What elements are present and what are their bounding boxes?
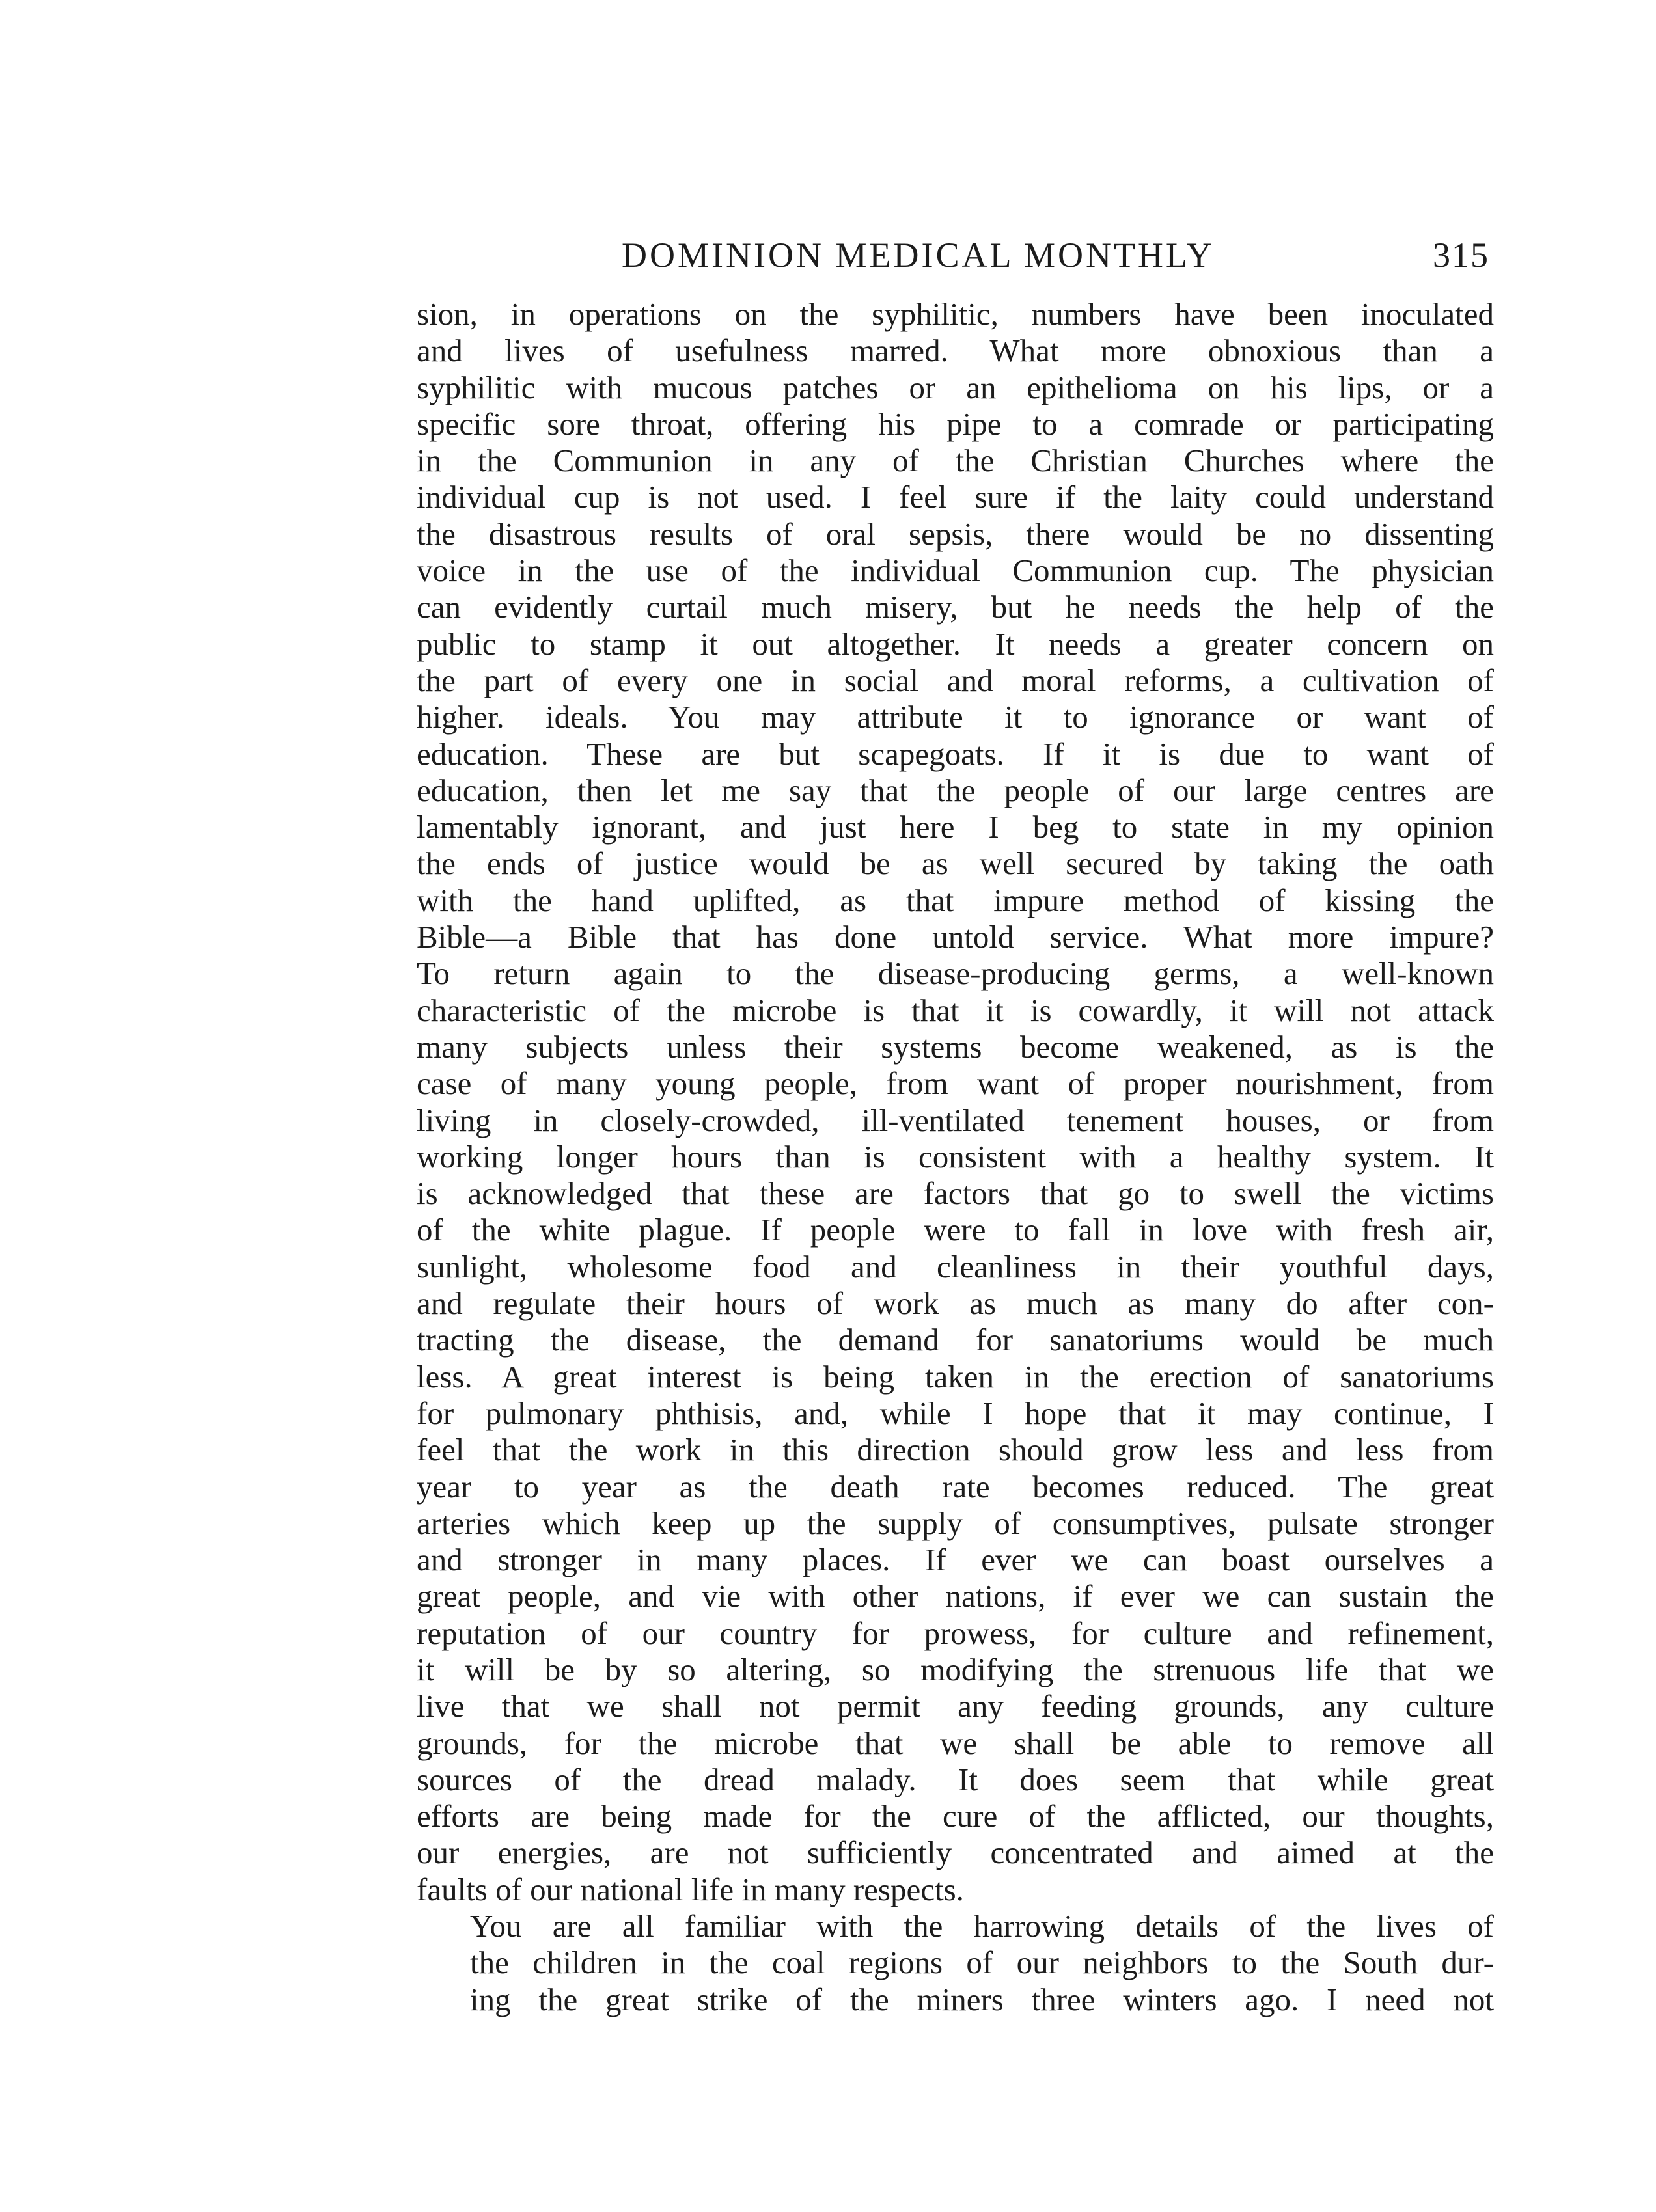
text-line: reputation of our country for prowess, for culture and refinement, xyxy=(417,1615,1494,1651)
text-line: the ends of justice would be as well secured by taking the oath xyxy=(417,845,1494,882)
text-line: sion, in operations on the syphilitic, numbers have been inoculated xyxy=(417,296,1494,332)
text-line: Bible—a Bible that has done untold service. What more impure? xyxy=(417,919,1494,955)
text-line: feel that the work in this direction should grow less and less from xyxy=(417,1432,1494,1468)
text-line: with the hand uplifted, as that impure method of kissing the xyxy=(417,882,1494,918)
text-line: can evidently curtail much misery, but he needs the help of the xyxy=(417,589,1494,625)
text-line: is acknowledged that these are factors that go to swell the victims xyxy=(417,1175,1494,1212)
text-line: individual cup is not used. I feel sure if the laity could understand xyxy=(417,479,1494,515)
text-line: live that we shall not permit any feeding grounds, any culture xyxy=(417,1688,1494,1725)
text-line: living in closely-crowded, ill-ventilated tenement houses, or from xyxy=(417,1102,1494,1138)
text-line: grounds, for the microbe that we shall be able to remove all xyxy=(417,1725,1494,1761)
text-line: arteries which keep up the supply of consumptives, pulsate stronger xyxy=(417,1505,1494,1541)
text-line: You are all familiar with the harrowing details of the lives of xyxy=(470,1908,1494,1945)
text-line: higher. ideals. You may attribute it to ignorance or want of xyxy=(417,699,1494,735)
text-line: it will be by so altering, so modifying the strenuous life that we xyxy=(417,1651,1494,1687)
text-line: great people, and vie with other nations, if ever we can sustain the xyxy=(417,1578,1494,1615)
text-line: specific sore throat, offering his pipe to a comrade or participating xyxy=(417,405,1494,442)
journal-title: DOMINION MEDICAL MONTHLY xyxy=(622,236,1215,275)
running-head xyxy=(413,229,1497,281)
text-line: voice in the use of the individual Communion cup. The physician xyxy=(417,553,1494,589)
text-line: ing the great strike of the miners three winters ago. I need not xyxy=(470,1981,1494,2017)
text-line: characteristic of the microbe is that it is cowardly, it will not attack xyxy=(417,992,1494,1028)
text-line: many subjects unless their systems become weakened, as is the xyxy=(417,1028,1494,1065)
text-line: and lives of usefulness marred. What more obnoxious than a xyxy=(417,333,1494,369)
text-line: education, then let me say that the people of our large centres are xyxy=(417,772,1494,808)
text-line: working longer hours than is consistent with a healthy system. It xyxy=(417,1138,1494,1175)
text-line: tracting the disease, the demand for sanatoriums would be much xyxy=(417,1322,1494,1358)
text-line: the part of every one in social and moral reforms, a cultivation of xyxy=(417,662,1494,698)
text-line: for pulmonary phthisis, and, while I hope that it may continue, I xyxy=(417,1395,1494,1431)
text-line: To return again to the disease-producing germs, a well-known xyxy=(417,955,1494,992)
paragraph-1 xyxy=(417,296,1494,1908)
text-line: sources of the dread malady. It does seem that while great xyxy=(417,1761,1494,1797)
body-text xyxy=(417,296,1494,2018)
text-line: in the Communion in any of the Christian Churches where the xyxy=(417,443,1494,479)
text-line: public to stamp it out altogether. It needs a greater concern on xyxy=(417,625,1494,662)
text-line: efforts are being made for the cure of the afflicted, our thoughts, xyxy=(417,1798,1494,1835)
text-line: our energies, are not sufficiently concentrated and aimed at the xyxy=(417,1835,1494,1871)
text-line: lamentably ignorant, and just here I beg to state in my opinion xyxy=(417,809,1494,845)
text-line: syphilitic with mucous patches or an epithelioma on his lips, or a xyxy=(417,369,1494,405)
text-line: the children in the coal regions of our neighbors to the South dur- xyxy=(470,1945,1494,1981)
paragraph-2 xyxy=(417,1908,1494,2018)
page-number: 315 xyxy=(1433,236,1489,275)
text-line: and stronger in many places. If ever we can boast ourselves a xyxy=(417,1542,1494,1578)
text-line: sunlight, wholesome food and cleanliness in their youthful days, xyxy=(417,1248,1494,1285)
text-line: less. A great interest is being taken in the erection of sanatoriums xyxy=(417,1358,1494,1395)
text-line: the disastrous results of oral sepsis, there would be no dissenting xyxy=(417,515,1494,552)
text-line: case of many young people, from want of proper nourishment, from xyxy=(417,1065,1494,1102)
text-line: and regulate their hours of work as much as many do after con- xyxy=(417,1285,1494,1322)
text-line: education. These are but scapegoats. If it is due to want of xyxy=(417,735,1494,772)
text-line: year to year as the death rate becomes reduced. The great xyxy=(417,1468,1494,1505)
text-line: faults of our national life in many respects. xyxy=(417,1871,964,1907)
text-line: of the white plague. If people were to fall in love with fresh air, xyxy=(417,1212,1494,1248)
